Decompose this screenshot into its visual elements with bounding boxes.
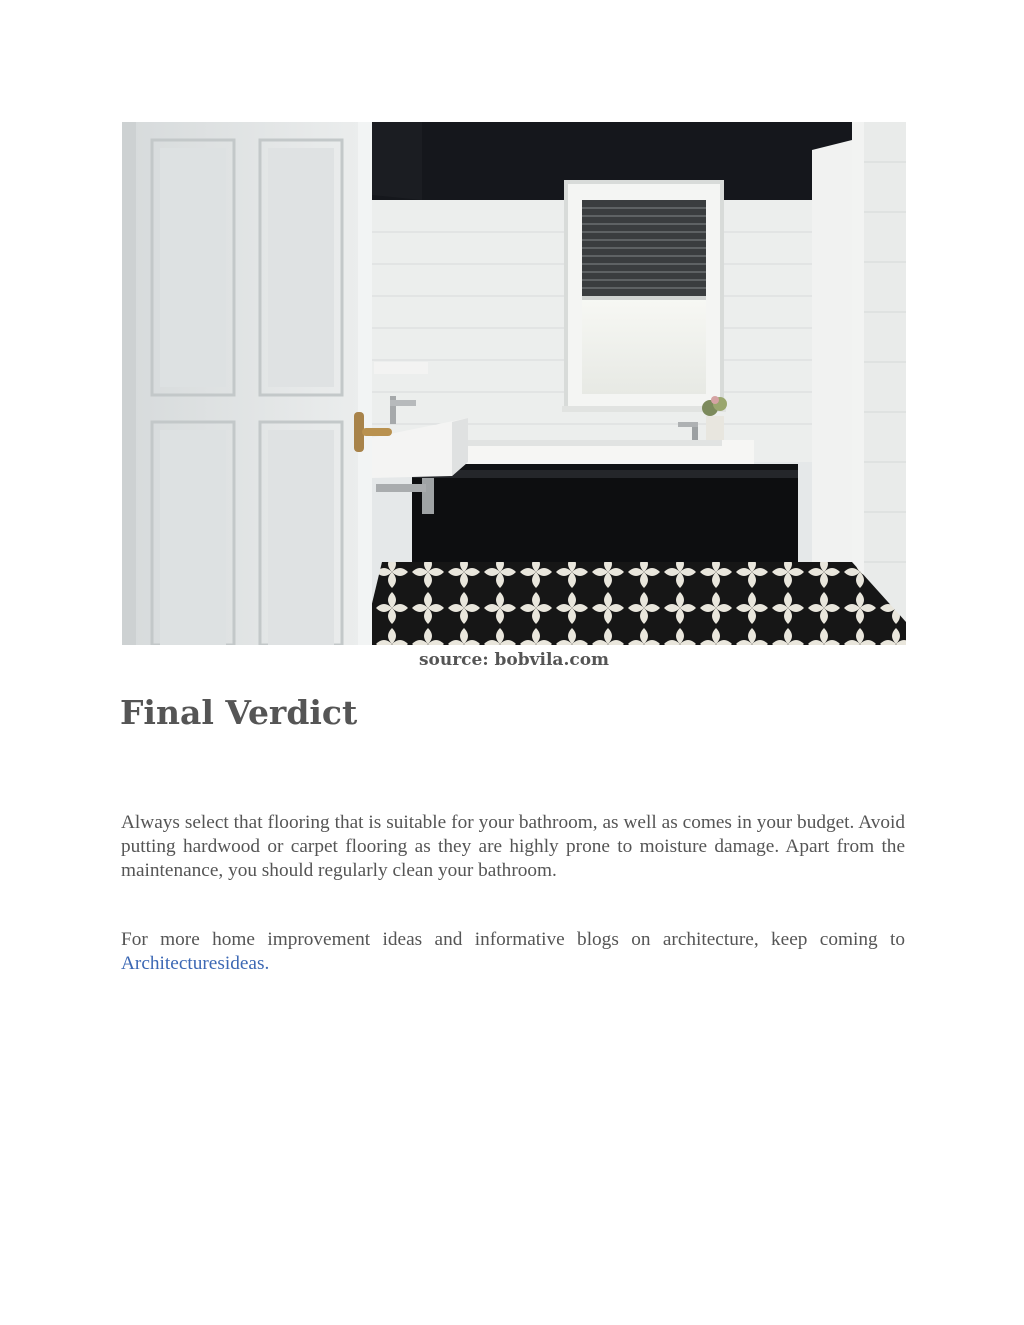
verdict-paragraph: Always select that flooring that is suitable for your bathroom, as well as comes in your budget. Avoid putting hardwood or carpet flooring as they are highly prone to moisture damage. Apart from the maintenance, you should regularly clean your bathroom. <box>121 812 905 881</box>
closing-paragraph-text: For more home improvement ideas and informative blogs on architecture, keep coming to <box>121 929 905 950</box>
image-caption: source: bobvila.com <box>418 650 610 670</box>
closing-paragraph <box>121 928 905 976</box>
architecturesideas-link[interactable]: Architecturesideas. <box>121 953 270 974</box>
bathroom-photo <box>122 122 906 645</box>
section-heading: Final Verdict <box>120 693 358 732</box>
